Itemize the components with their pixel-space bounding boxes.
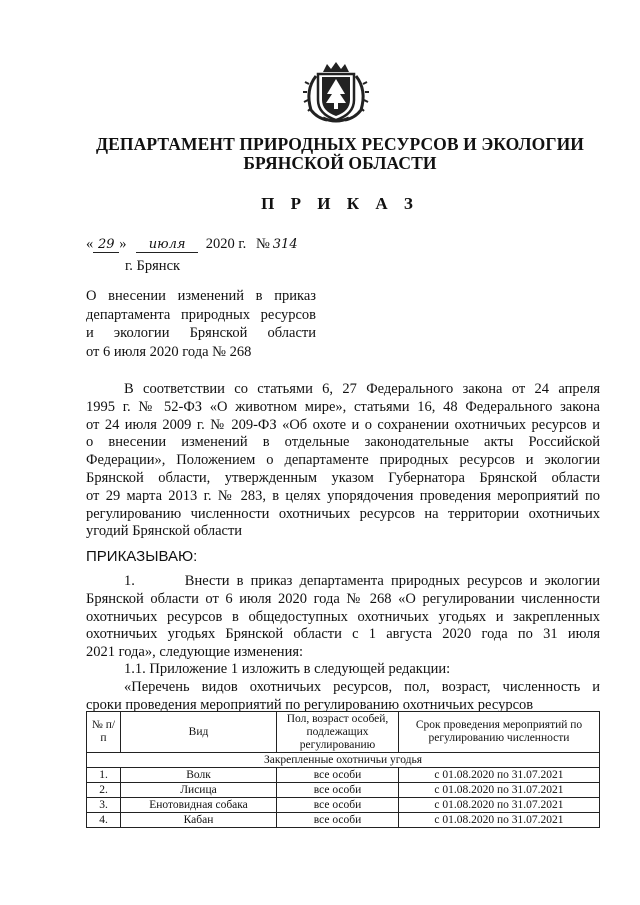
subject-line: О внесении изменений в приказ — [86, 288, 316, 304]
item-1-paragraph — [86, 573, 600, 662]
department-title-line2: БРЯНСКОЙ ОБЛАСТИ — [243, 153, 437, 173]
preamble-line: Федерации», Положением о департаменте природных ресурсов и экологии — [86, 452, 600, 469]
header-cell-number: № п/п — [87, 712, 121, 753]
row-period: с 01.08.2020 по 31.07.2021 — [399, 768, 600, 783]
order-date-number-line — [86, 236, 298, 253]
preamble-line: 1995 г. № 52-ФЗ «О животном мире», статьями 16, 48 Федерального закона — [86, 398, 600, 415]
item-1-line: Брянской области от 6 июля 2020 года № 268 «О регулировании численности — [86, 590, 600, 607]
table-row — [87, 768, 600, 783]
item-1-1-line: 1.1. Приложение 1 изложить в следующей редакции: — [124, 661, 451, 677]
row-sex-age: все особи — [277, 813, 399, 828]
preamble-paragraph — [86, 381, 600, 541]
order-number-sign: № — [255, 236, 270, 252]
header-cell-period: Срок проведения мероприятий по регулированию численности — [399, 712, 600, 753]
preamble-line: регулированию численности охотничьих ресурсов на территории охотничьих — [86, 505, 600, 522]
item-1-1-paragraph — [86, 661, 600, 679]
order-city: г. Брянск — [125, 258, 181, 274]
subject-line: департамента природных ресурсов — [86, 306, 316, 323]
header-cell-species: Вид — [121, 712, 277, 753]
row-species: Волк — [121, 768, 277, 783]
table-row — [87, 813, 600, 828]
row-period: с 01.08.2020 по 31.07.2021 — [399, 813, 600, 828]
table-row — [87, 798, 600, 813]
list-intro-paragraph — [86, 679, 600, 715]
item-1-line: охотничьих угодьях Брянской области с 1 августа 2020 года по 31 июля — [86, 626, 600, 643]
preamble-line: В соответствии со статьями 6, 27 Федерального закона от 24 апреля — [124, 381, 600, 397]
table-header-row — [87, 712, 600, 753]
preamble-line: Брянской области, утвержденным указом Губернатора Брянской области — [86, 469, 600, 486]
row-number: 1. — [87, 768, 121, 783]
row-species: Енотовидная собака — [121, 798, 277, 813]
subject-line: от 6 июля 2020 года № 268 — [86, 343, 252, 360]
row-species: Лисица — [121, 783, 277, 798]
row-sex-age: все особи — [277, 768, 399, 783]
preamble-line: о внесении изменений в отдельные законодательные акты Российской — [86, 434, 600, 451]
department-title-line1: ДЕПАРТАМЕНТ ПРИРОДНЫХ РЕСУРСОВ И ЭКОЛОГИИ — [95, 134, 584, 154]
row-number: 4. — [87, 813, 121, 828]
date-quote-close: » — [119, 236, 127, 252]
order-number: 314 — [272, 237, 298, 252]
row-number: 3. — [87, 798, 121, 813]
preamble-line: угодий Брянской области — [86, 523, 243, 540]
preamble-line: от 24 июля 2009 г. № 209-ФЗ «Об охоте и о сохранении охотничьих ресурсов и — [86, 416, 600, 433]
order-day: 29 — [93, 238, 119, 253]
table-row — [87, 783, 600, 798]
order-month: июля — [136, 238, 198, 253]
row-sex-age: все особи — [277, 783, 399, 798]
row-period: с 01.08.2020 по 31.07.2021 — [399, 798, 600, 813]
item-1-line: 1. Внести в приказ департамента природных ресурсов и экологии — [124, 573, 600, 589]
document-type-title: П Р И К А З — [261, 194, 419, 213]
bryansk-coat-of-arms-icon — [301, 60, 371, 124]
row-period: с 01.08.2020 по 31.07.2021 — [399, 783, 600, 798]
preamble-line: от 29 марта 2013 г. № 283, в целях упорядочения проведения мероприятий по — [86, 487, 600, 504]
list-intro-line: «Перечень видов охотничьих ресурсов, пол, возраст, численность и — [124, 679, 600, 695]
item-1-line: охотничьих ресурсов в общедоступных охотничьих угодьях и закрепленных — [86, 608, 600, 625]
section-title: Закрепленные охотничьи угодья — [87, 753, 600, 768]
orders-heading: ПРИКАЗЫВАЮ: — [86, 548, 198, 565]
subject-line: и экологии Брянской области — [86, 325, 316, 341]
row-number: 2. — [87, 783, 121, 798]
list-intro-line: сроки проведения мероприятий по регулированию охотничьих ресурсов — [86, 696, 534, 713]
hunting-resources-table — [86, 711, 600, 828]
item-1-line: 2021 года», следующие изменения: — [86, 644, 304, 661]
header-cell-sex-age: Пол, возраст особей, подлежащих регулированию — [277, 712, 399, 753]
order-subject — [86, 287, 316, 361]
table-section-row — [87, 753, 600, 768]
row-sex-age: все особи — [277, 798, 399, 813]
date-quote-open: « — [86, 236, 94, 252]
order-year: 2020 г. — [205, 236, 247, 252]
row-species: Кабан — [121, 813, 277, 828]
